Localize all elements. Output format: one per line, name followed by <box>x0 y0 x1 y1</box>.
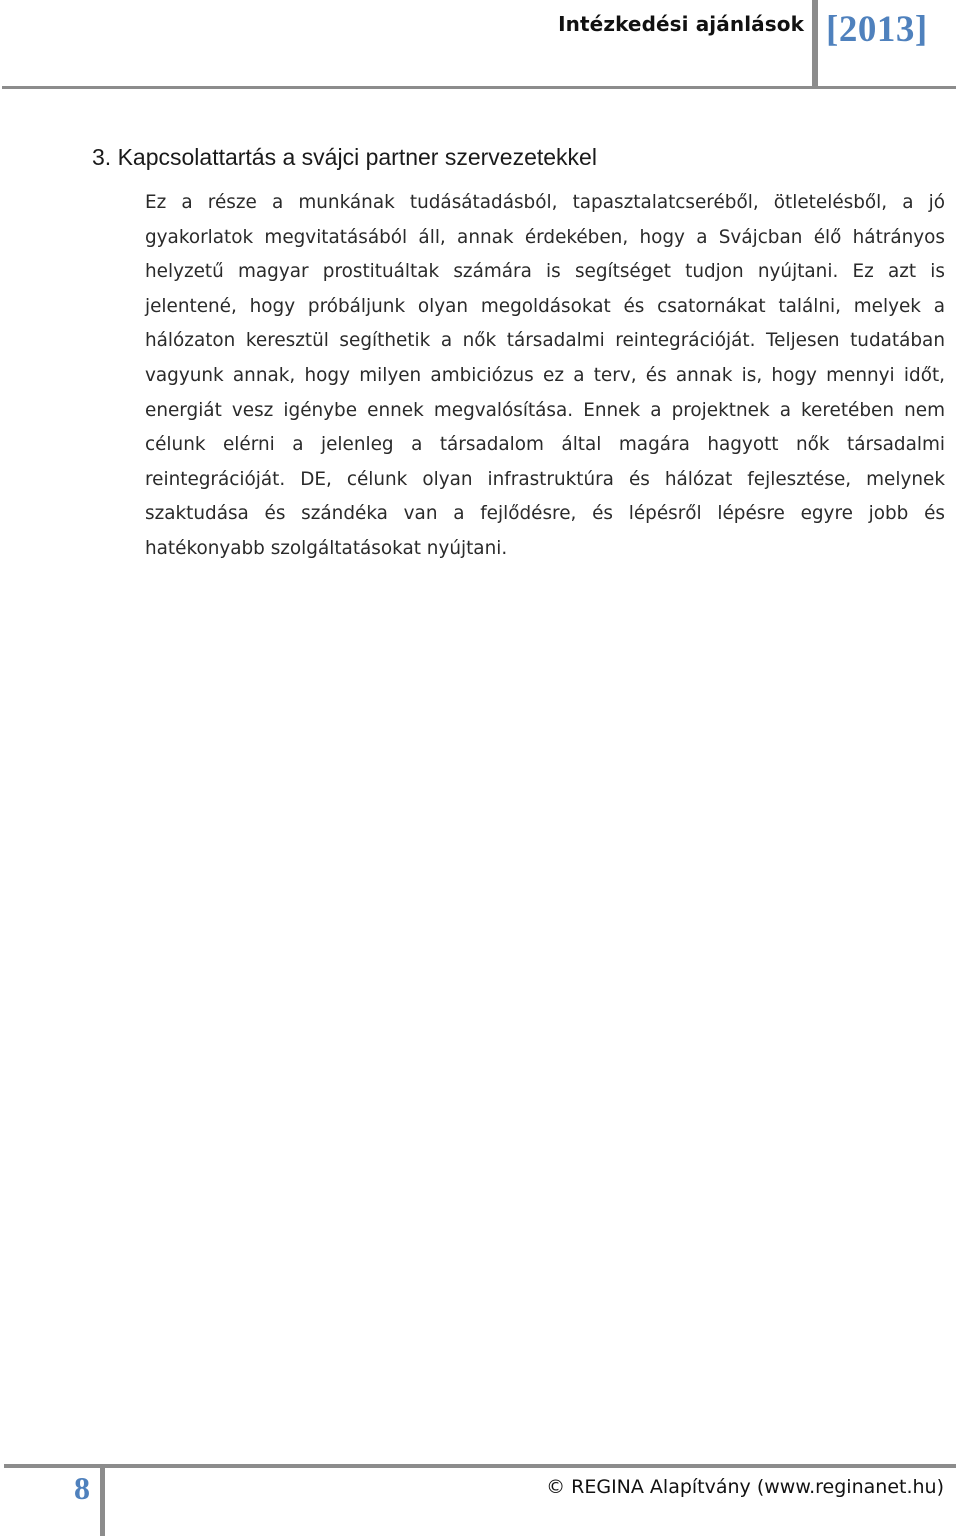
footer-credit: © REGINA Alapítvány (www.reginanet.hu) <box>546 1476 944 1498</box>
page-header <box>0 0 960 92</box>
header-title: Intézkedési ajánlások <box>558 12 804 36</box>
header-divider-vertical <box>812 0 818 88</box>
footer-divider-vertical <box>100 1466 105 1536</box>
footer-divider-horizontal <box>4 1464 956 1468</box>
header-divider-horizontal <box>2 86 956 89</box>
section-paragraph: Ez a része a munkának tudásátadásból, tapasztalatcseréből, ötletelésből, a jó gyakorlatok megvitatásából áll, annak érdekében, hogy a Svájcban élő hátrányos helyzetű magyar prostituáltak számára is segítséget tudjon nyújtani. Ez azt is jelentené, hogy próbáljunk olyan megoldásokat és csatornákat találni, melyek a hálózaton keresztül segíthetik a nők társadalmi reintegrációját. Teljesen tudatában vagyunk annak, hogy milyen ambiciózus ez a terv, és annak is, hogy mennyi időt, energiát vesz igénybe ennek megvalósítása. Ennek a projektnek a keretében nem célunk elérni a jelenleg a társadalom által magára hagyott nők társadalmi reintegrációját. DE, célunk olyan infrastruktúra és hálózat fejlesztése, melynek szaktudása és szándéka van a fejlődésre, és lépésről lépésre egyre jobb és hatékonyabb szolgáltatásokat nyújtani. <box>145 192 945 559</box>
header-year: [2013] <box>826 9 928 50</box>
section-heading: 3. Kapcsolattartás a svájci partner szervezetekkel <box>92 144 597 170</box>
page-number: 8 <box>74 1470 90 1506</box>
